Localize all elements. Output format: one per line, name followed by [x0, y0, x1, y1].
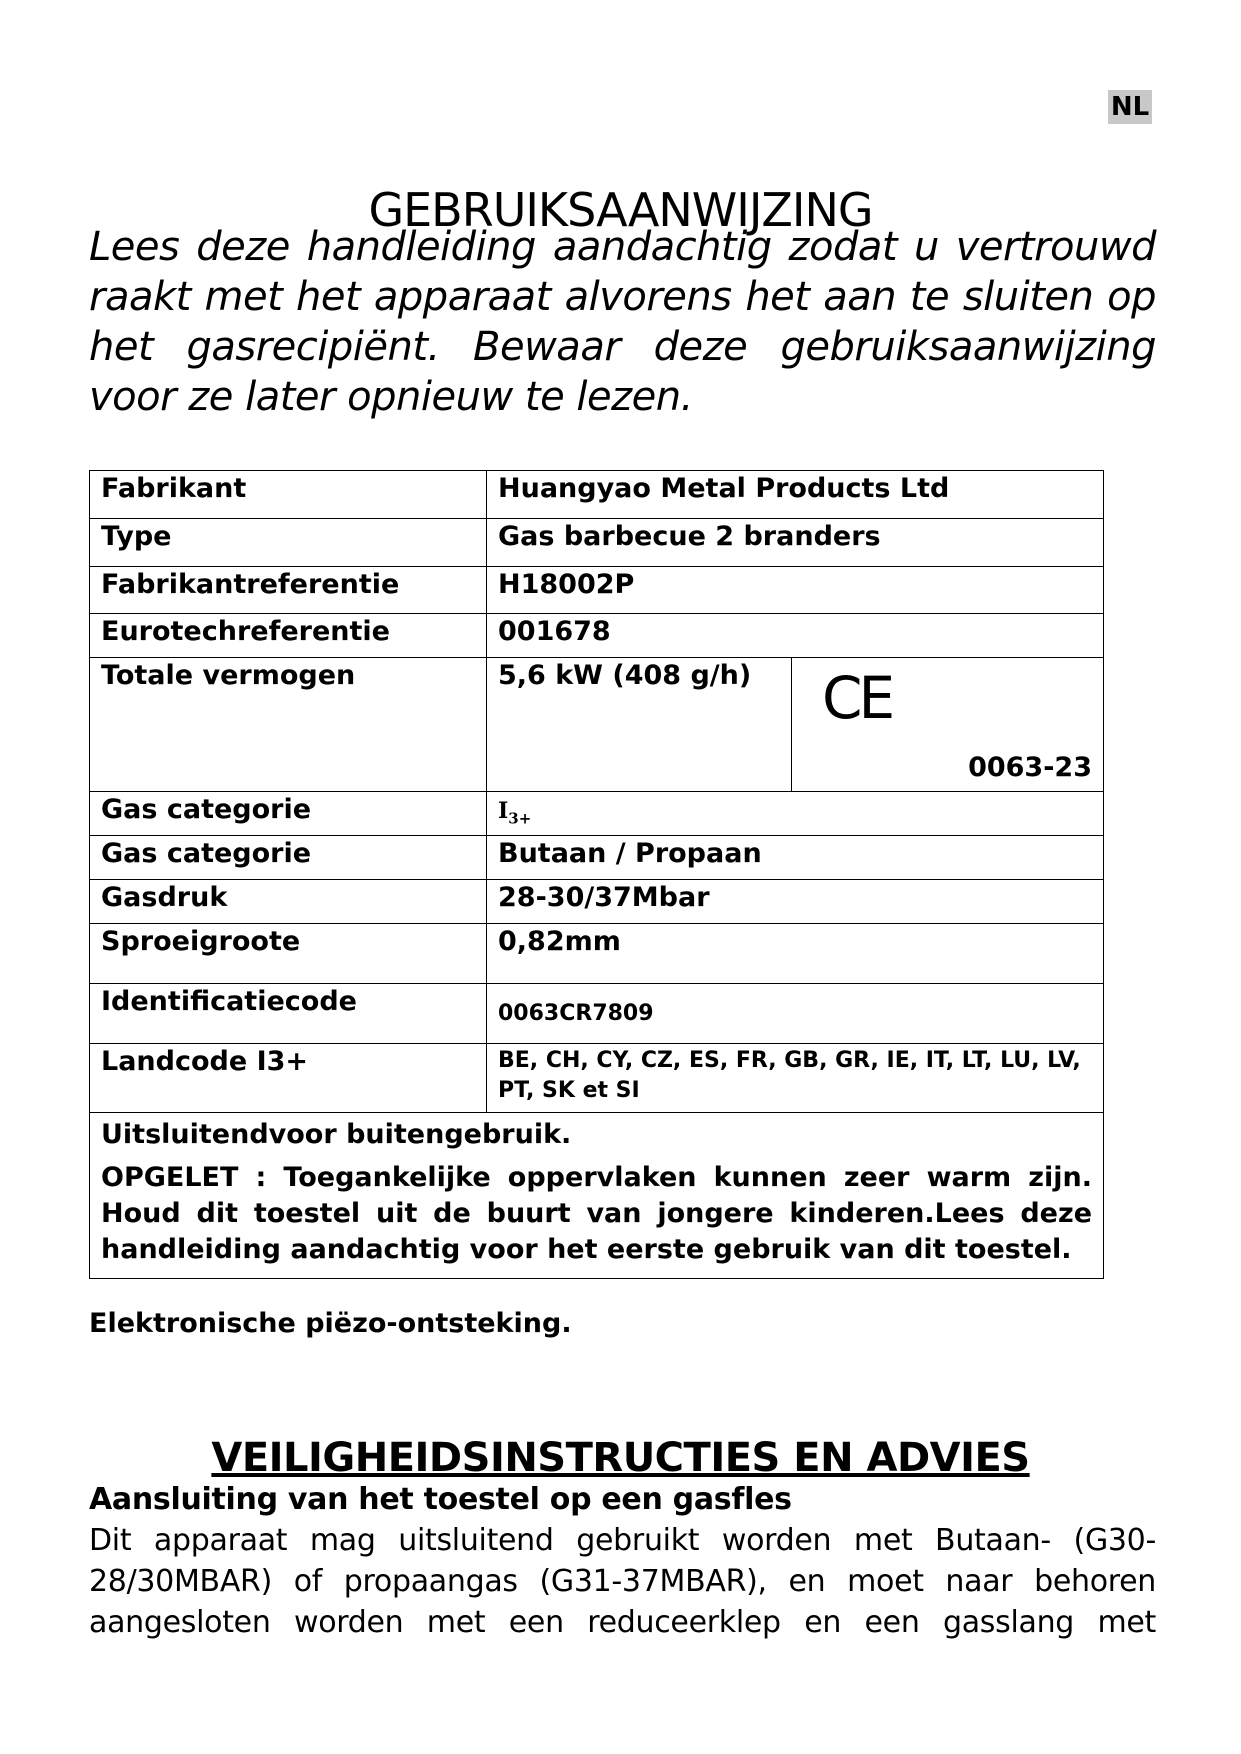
spec-value: 0063CR7809	[487, 984, 1104, 1044]
table-row	[90, 792, 1104, 836]
spec-label: Fabrikant	[90, 471, 487, 519]
spec-value: Huangyao Metal Products Ltd	[487, 471, 1104, 519]
spec-value: Butaan / Propaan	[487, 836, 1104, 880]
gas-category-subscript: 3+	[508, 809, 532, 828]
ce-cell	[792, 658, 1104, 792]
spec-value: Gas barbecue 2 branders	[487, 519, 1104, 567]
ce-mark-icon: CE	[822, 664, 892, 732]
table-row	[90, 471, 1104, 519]
spec-value	[487, 792, 1104, 836]
spec-label: Gasdruk	[90, 880, 487, 924]
intro-paragraph: Lees deze handleiding aandachtig zodat u vertrouwd raakt met het apparaat alvorens het aan te sluiten op het gasrecipiënt. Bewaar deze gebruiksaanwijzing voor ze later opnieuw te lezen.	[89, 224, 1156, 420]
language-badge: NL	[1108, 90, 1152, 124]
table-row	[90, 924, 1104, 984]
table-row	[90, 984, 1104, 1044]
table-row	[90, 880, 1104, 924]
section-title: VEILIGHEIDSINSTRUCTIES EN ADVIES	[211, 1435, 1030, 1482]
piezo-ignition-note: Elektronische piëzo-ontsteking.	[89, 1308, 572, 1339]
gas-category-code: I	[498, 798, 509, 824]
document-title: GEBRUIKSAANWIJZING	[368, 182, 873, 237]
warning-cell	[90, 1113, 1104, 1279]
table-row	[90, 1113, 1104, 1279]
body-paragraph: Dit apparaat mag uitsluitend gebruikt worden met Butaan- (G30-28/30MBAR) of propaangas (G31-37MBAR), en moet naar behoren aangesloten worden met een reduceerklep en een gasslang met	[89, 1523, 1156, 1640]
spec-value: 0,82mm	[487, 924, 1104, 984]
table-row	[90, 836, 1104, 880]
table-row	[90, 1044, 1104, 1113]
spec-label: Type	[90, 519, 487, 567]
spec-label: Totale vermogen	[90, 658, 487, 792]
spec-value: BE, CH, CY, CZ, ES, FR, GB, GR, IE, IT, LT, LU, LV, PT, SK et SI	[487, 1044, 1104, 1113]
table-row	[90, 658, 1104, 792]
spec-value: 28-30/37Mbar	[487, 880, 1104, 924]
table-row	[90, 614, 1104, 658]
outdoor-use-note: Uitsluitendvoor buitengebruik.	[101, 1119, 572, 1150]
spec-label: Identificatiecode	[90, 984, 487, 1044]
spec-label: Gas categorie	[90, 836, 487, 880]
spec-value: H18002P	[487, 567, 1104, 614]
warning-text: OPGELET : Toegankelijke oppervlaken kunnen zeer warm zijn. Houd dit toestel uit de buurt van jongere kinderen.Lees deze handleiding aandachtig voor het eerste gebruik van dit toestel.	[101, 1162, 1092, 1265]
spec-label: Fabrikantreferentie	[90, 567, 487, 614]
table-row	[90, 567, 1104, 614]
spec-label: Landcode I3+	[90, 1044, 487, 1113]
spec-label: Eurotechreferentie	[90, 614, 487, 658]
spec-label: Gas categorie	[90, 792, 487, 836]
spec-value: 5,6 kW (408 g/h)	[487, 658, 792, 792]
spec-label: Sproeigroote	[90, 924, 487, 984]
spec-table	[89, 470, 1104, 1279]
sub-heading: Aansluiting van het toestel op een gasfles	[89, 1482, 792, 1517]
spec-value: 001678	[487, 614, 1104, 658]
table-row	[90, 519, 1104, 567]
notified-body-number: 0063-23	[968, 752, 1092, 783]
